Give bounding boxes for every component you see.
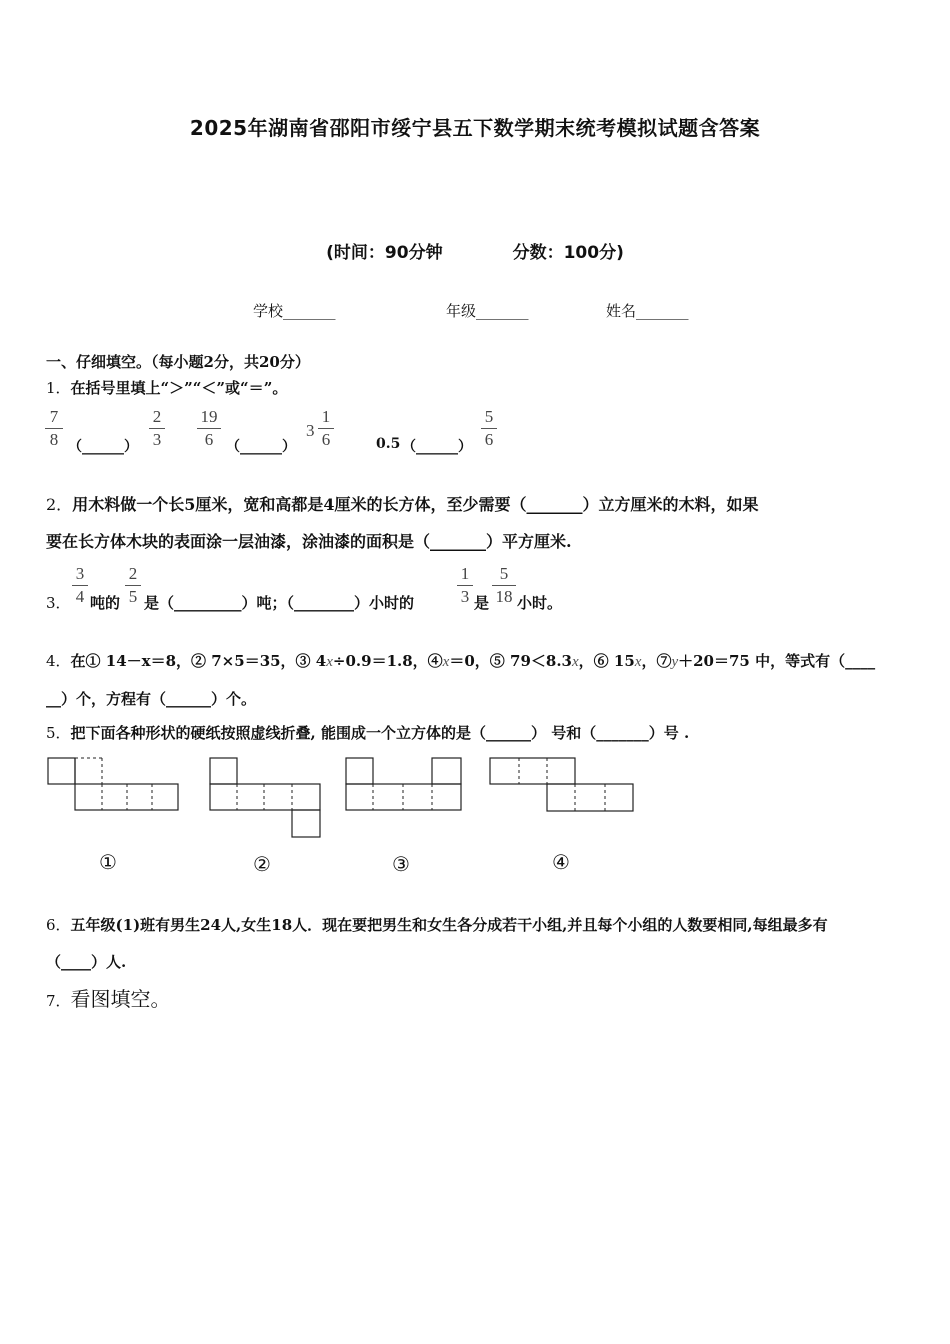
question-text: 是 [474, 594, 490, 612]
question-4: 4．在① 14－x＝8，② 7×5＝35，③ 4x÷0.9＝1.8，④x＝0，⑤ 79＜8.3x，⑥ 15x，⑦y＋20＝75 中，等式有（____ [46, 652, 876, 670]
fraction: 5 18 [492, 565, 516, 606]
fraction: 2 5 [125, 565, 141, 606]
exam-time: (时间：90分钟 [326, 243, 443, 263]
question-7 [46, 983, 171, 1012]
answer-blank[interactable]: （______） [226, 439, 296, 455]
fraction: 2 3 [149, 408, 165, 449]
question-2 [46, 492, 758, 515]
variable-y: y [671, 654, 679, 670]
decimal-value: 0.5 [376, 436, 401, 452]
grade-field: 年级_______ [446, 302, 529, 320]
question-text: 吨的 [90, 594, 121, 612]
fraction: 1 6 [318, 408, 334, 449]
question-number: 4． [46, 652, 71, 670]
fraction: 19 6 [197, 408, 221, 449]
question-text: 在括号里填上“＞”“＜”或“＝”。 [70, 379, 288, 397]
question-number: 1． [46, 379, 71, 397]
question-6 [46, 914, 828, 935]
question-number: 2． [46, 495, 73, 514]
fraction: 5 6 [481, 408, 497, 449]
school-field: 学校_______ [253, 302, 336, 320]
mixed-whole: 3 [306, 421, 315, 440]
question-1 [46, 377, 287, 398]
question-number: 3． [46, 594, 71, 612]
variable-x: x [571, 654, 579, 670]
question-3 [46, 592, 71, 613]
net-label-2: ② [253, 852, 271, 876]
fraction: 7 8 [45, 408, 63, 449]
question-4-line-2: __）个，方程有（______）个。 [46, 690, 257, 708]
cube-net-4 [490, 758, 633, 811]
question-number: 6． [46, 916, 71, 934]
question-5 [46, 722, 689, 743]
name-field: 姓名_______ [606, 302, 689, 320]
exam-score: 分数：100分) [512, 243, 624, 263]
question-number: 7． [46, 992, 71, 1010]
variable-x: x [326, 654, 333, 670]
question-text: 五年级(1)班有男生24人,女生18人．现在要把男生和女生各分成若干小组,并且每个小组的人数要相同,每组最多有 [70, 916, 828, 934]
cube-nets-figure [0, 750, 700, 845]
net-label-4: ④ [552, 850, 570, 874]
net-label-1: ① [99, 850, 117, 874]
question-6-line-2: （____）人. [46, 953, 127, 971]
question-text: 用木料做一个长5厘米，宽和高都是4厘米的长方体，至少需要（_______）立方厘米的木料，如果 [72, 495, 759, 514]
cube-net-3 [346, 758, 461, 810]
answer-blank[interactable]: （______） [68, 439, 138, 455]
question-2-line-2: 要在长方体木块的表面涂一层油漆，涂油漆的面积是（_______）平方厘米. [46, 532, 572, 551]
question-text: 把下面各种形状的硬纸按照虚线折叠, 能围成一个立方体的是（______） 号和（_______）号 . [70, 724, 690, 742]
variable-x: x [442, 654, 450, 670]
answer-blank[interactable]: （______） [402, 439, 472, 455]
question-text: 是（_________）吨；（________）小时的 [144, 594, 415, 612]
cube-net-1 [48, 758, 178, 810]
question-text: 小时。 [517, 594, 563, 612]
cube-net-2 [210, 758, 320, 837]
question-number: 5． [46, 724, 71, 742]
variable-x: x [634, 654, 642, 670]
fraction: 1 3 [457, 565, 473, 606]
fraction: 3 4 [72, 565, 88, 606]
exam-info [0, 238, 950, 263]
section-heading: 一、仔细填空。（每小题2分，共20分） [46, 353, 310, 371]
net-label-3: ③ [392, 852, 410, 876]
page-title: 2025年湖南省邵阳市绥宁县五下数学期末统考模拟试题含答案 [189, 116, 761, 140]
question-text: 看图填空。 [70, 987, 171, 1011]
